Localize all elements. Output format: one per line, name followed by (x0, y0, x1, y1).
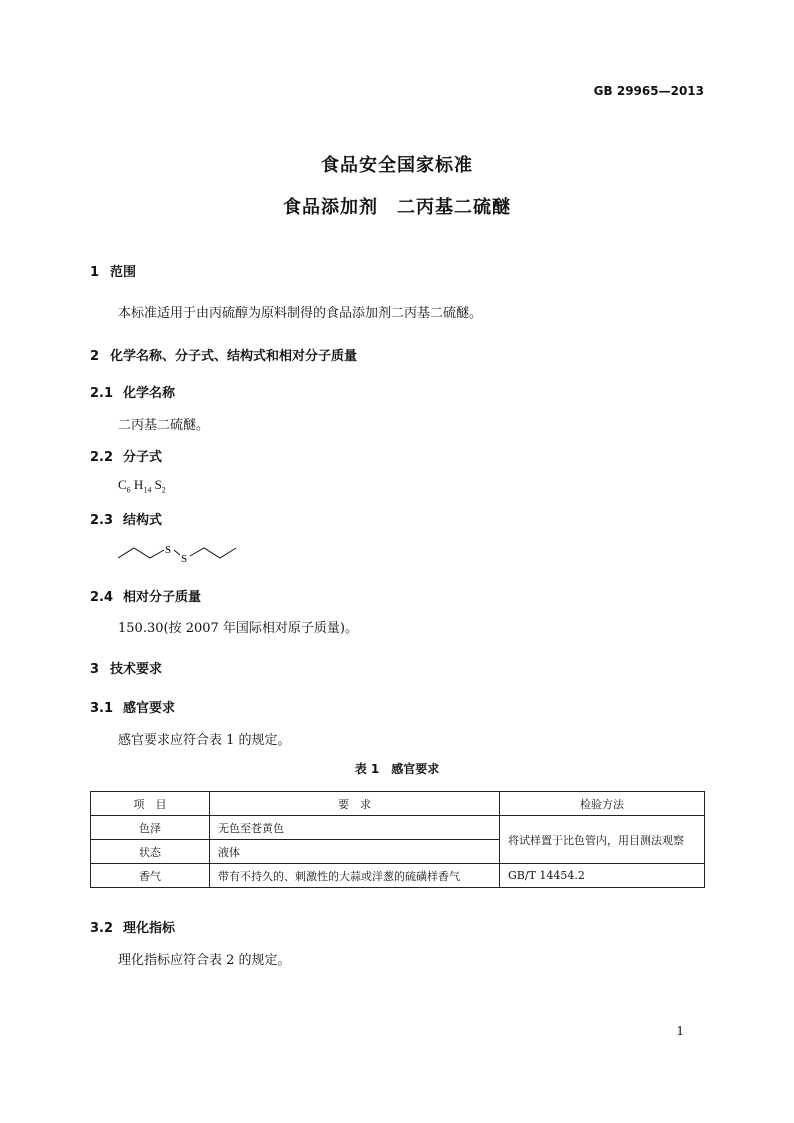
sulfur-atom-1: S (165, 544, 172, 556)
section-number: 2.1 (90, 386, 114, 401)
page-number: 1 (676, 1024, 684, 1038)
formula-sulfur-count: 2 (161, 485, 166, 495)
table-row (91, 816, 705, 840)
section-number: 2.2 (90, 450, 114, 465)
table-header-method: 检验方法 (500, 792, 705, 816)
sulfur-atom-2: S (181, 553, 188, 565)
section-title: 化学名称 (123, 386, 176, 401)
section-3-heading (90, 658, 162, 677)
section-2-1-text: 二丙基二硫醚。 (118, 418, 210, 433)
section-3-1-heading (90, 697, 175, 716)
section-title: 技术要求 (110, 662, 163, 677)
propyl-chain-right (190, 548, 236, 558)
section-number: 2.3 (90, 513, 114, 528)
section-title: 理化指标 (123, 921, 176, 936)
section-2-4-text: 150.30(按 2007 年国际相对原子质量)。 (118, 621, 358, 636)
table-header-row (91, 792, 705, 816)
section-1-heading (90, 261, 136, 280)
table-cell-method: 将试样置于比色管内，用目测法观察 (500, 816, 705, 864)
document-title: 食品安全国家标准 (321, 155, 473, 176)
table-1-caption: 表 1 感官要求 (354, 762, 440, 776)
section-title: 感官要求 (123, 701, 176, 716)
table-cell-requirement: 液体 (210, 840, 500, 864)
section-title: 相对分子质量 (123, 590, 202, 605)
formula-hydrogen: H (133, 477, 144, 492)
section-title: 分子式 (123, 450, 163, 465)
formula-hydrogen-count: 14 (143, 485, 152, 495)
molecular-formula (118, 477, 166, 495)
table-cell-item: 香气 (91, 864, 210, 888)
section-title: 范围 (110, 265, 137, 280)
section-1-text: 本标准适用于由丙硫醇为原料制得的食品添加剂二丙基二硫醚。 (118, 306, 483, 321)
formula-sulfur: S (154, 477, 162, 492)
disulfide-bond (174, 550, 180, 555)
section-2-2-heading (90, 446, 162, 465)
section-2-1-heading (90, 382, 175, 401)
section-number: 2.4 (90, 590, 114, 605)
section-number: 3.1 (90, 701, 114, 716)
structural-formula (116, 538, 246, 568)
sensory-requirements-table (90, 791, 705, 888)
table-cell-requirement: 带有不持久的、刺激性的大蒜或洋葱的硫磺样香气 (210, 864, 500, 888)
table-cell-requirement: 无色至苍黄色 (210, 816, 500, 840)
table-cell-method: GB/T 14454.2 (500, 864, 705, 888)
table-header-requirement: 要 求 (210, 792, 500, 816)
document-subtitle: 食品添加剂 二丙基二硫醚 (283, 197, 511, 218)
formula-carbon: C (118, 477, 127, 492)
table-header-item: 项 目 (91, 792, 210, 816)
section-3-1-text: 感官要求应符合表 1 的规定。 (118, 733, 291, 748)
section-3-2-heading (90, 917, 175, 936)
section-3-2-text: 理化指标应符合表 2 的规定。 (118, 953, 291, 968)
table-row (91, 864, 705, 888)
table-cell-item: 状态 (91, 840, 210, 864)
standard-number: GB 29965—2013 (593, 84, 704, 98)
section-title: 结构式 (123, 513, 163, 528)
formula-carbon-count: 6 (126, 485, 131, 495)
section-number: 3 (90, 662, 100, 677)
section-2-4-heading (90, 586, 201, 605)
section-title: 化学名称、分子式、结构式和相对分子质量 (110, 349, 358, 364)
propyl-chain-left (118, 548, 164, 558)
section-number: 2 (90, 349, 100, 364)
section-number: 1 (90, 265, 100, 280)
table-cell-item: 色泽 (91, 816, 210, 840)
section-number: 3.2 (90, 921, 114, 936)
section-2-heading (90, 345, 357, 364)
section-2-3-heading (90, 509, 162, 528)
